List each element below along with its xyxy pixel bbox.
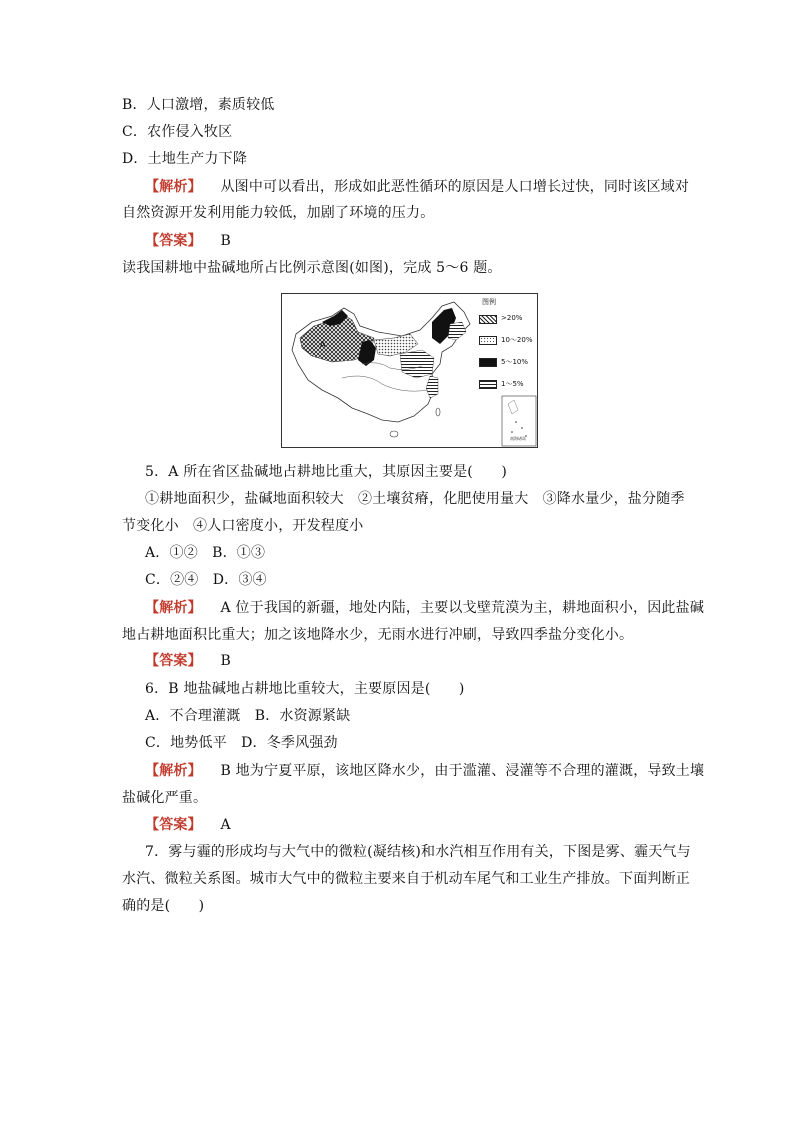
- q6-options-ab: A．不合理灌溉 B．水资源紧缺: [145, 708, 351, 724]
- analysis-tag: 【解析】: [145, 179, 202, 195]
- analysis-tag: 【解析】: [145, 600, 202, 616]
- q6-options-cd: C．地势低平 D．冬季风强劲: [145, 735, 338, 751]
- q5-choices-line1: ①耕地面积少，盐碱地面积较大 ②土壤贫瘠，化肥使用量大 ③降水量少，盐分随季: [145, 491, 685, 507]
- legend-swatch: [479, 336, 497, 345]
- answer-value: B: [220, 653, 231, 669]
- legend-label: 10～20%: [501, 336, 533, 344]
- q5-choices-line2: 节变化小 ④人口密度小，开发程度小: [122, 518, 364, 534]
- answer-value: B: [220, 233, 231, 249]
- inset-island: [521, 427, 523, 429]
- legend-swatch: [479, 315, 497, 324]
- q5-analysis-line1: [145, 598, 704, 618]
- legend-label: 5～10%: [501, 358, 529, 366]
- q5-options-cd: C．②④ D．③④: [145, 572, 267, 588]
- legend-label: 1～5%: [501, 380, 524, 388]
- legend-swatch: [479, 358, 497, 367]
- q6-answer: [145, 815, 231, 835]
- q5-stem: 5．A 所在省区盐碱地占耕地比重大，其原因主要是( ): [145, 464, 507, 480]
- q7-line1: 7．雾与霾的形成均与大气中的微粒(凝结核)和水汽相互作用有关，下图是雾、霾天气与: [145, 844, 691, 860]
- q4-analysis-line2: 自然资源开发利用能力较低，加剧了环境的压力。: [122, 205, 435, 221]
- option-b: B．人口激增，素质较低: [122, 97, 275, 113]
- q5-answer: [145, 651, 231, 671]
- q6-analysis-line1: [145, 761, 704, 781]
- map-intro: 读我国耕地中盐碱地所占比例示意图(如图)，完成 5～6 题。: [122, 260, 502, 276]
- q4-analysis-text1: 从图中可以看出，形成如此恶性循环的原因是人口增长过快，同时该区域对: [220, 179, 690, 195]
- q4-analysis-line1: [145, 177, 689, 197]
- saline-land-map: [281, 293, 538, 448]
- q6-stem: 6．B 地盐碱地占耕地比重较大，主要原因是( ): [145, 681, 465, 697]
- answer-tag: 【答案】: [145, 653, 202, 669]
- legend-title: 图例: [482, 298, 496, 306]
- option-c: C．农作侵入牧区: [122, 124, 233, 140]
- q4-answer: [145, 231, 231, 251]
- q6-analysis-line2: 盐碱化严重。: [122, 790, 208, 806]
- q7-line3: 确的是( ): [122, 898, 205, 914]
- inset-label: 南海诸岛: [510, 436, 526, 441]
- answer-tag: 【答案】: [145, 817, 202, 833]
- answer-tag: 【答案】: [145, 233, 202, 249]
- legend-label: >20%: [501, 314, 523, 322]
- answer-value: A: [220, 817, 231, 833]
- inset-island: [511, 431, 513, 433]
- map-label-a: A: [320, 340, 326, 349]
- hainan-island: [390, 431, 398, 437]
- q5-analysis-text1: A 位于我国的新疆，地处内陆，主要以戈壁荒漠为主，耕地面积小，因此盐碱: [220, 600, 705, 616]
- option-d: D．土地生产力下降: [122, 151, 248, 167]
- q5-analysis-line2: 地占耕地面积比重大；加之该地降水少，无雨水进行冲刷，导致四季盐分变化小。: [122, 627, 634, 643]
- analysis-tag: 【解析】: [145, 763, 202, 779]
- inset-island: [515, 421, 517, 423]
- q5-options-ab: A．①② B．①③: [145, 545, 266, 561]
- q6-analysis-text1: B 地为宁夏平原，该地区降水少，由于滥灌、浸灌等不合理的灌溉，导致土壤: [220, 763, 705, 779]
- legend-swatch: [479, 380, 497, 389]
- q7-line2: 水汽、微粒关系图。城市大气中的微粒主要来自于机动车尾气和工业生产排放。下面判断正: [122, 871, 690, 887]
- taiwan-island: [436, 408, 440, 416]
